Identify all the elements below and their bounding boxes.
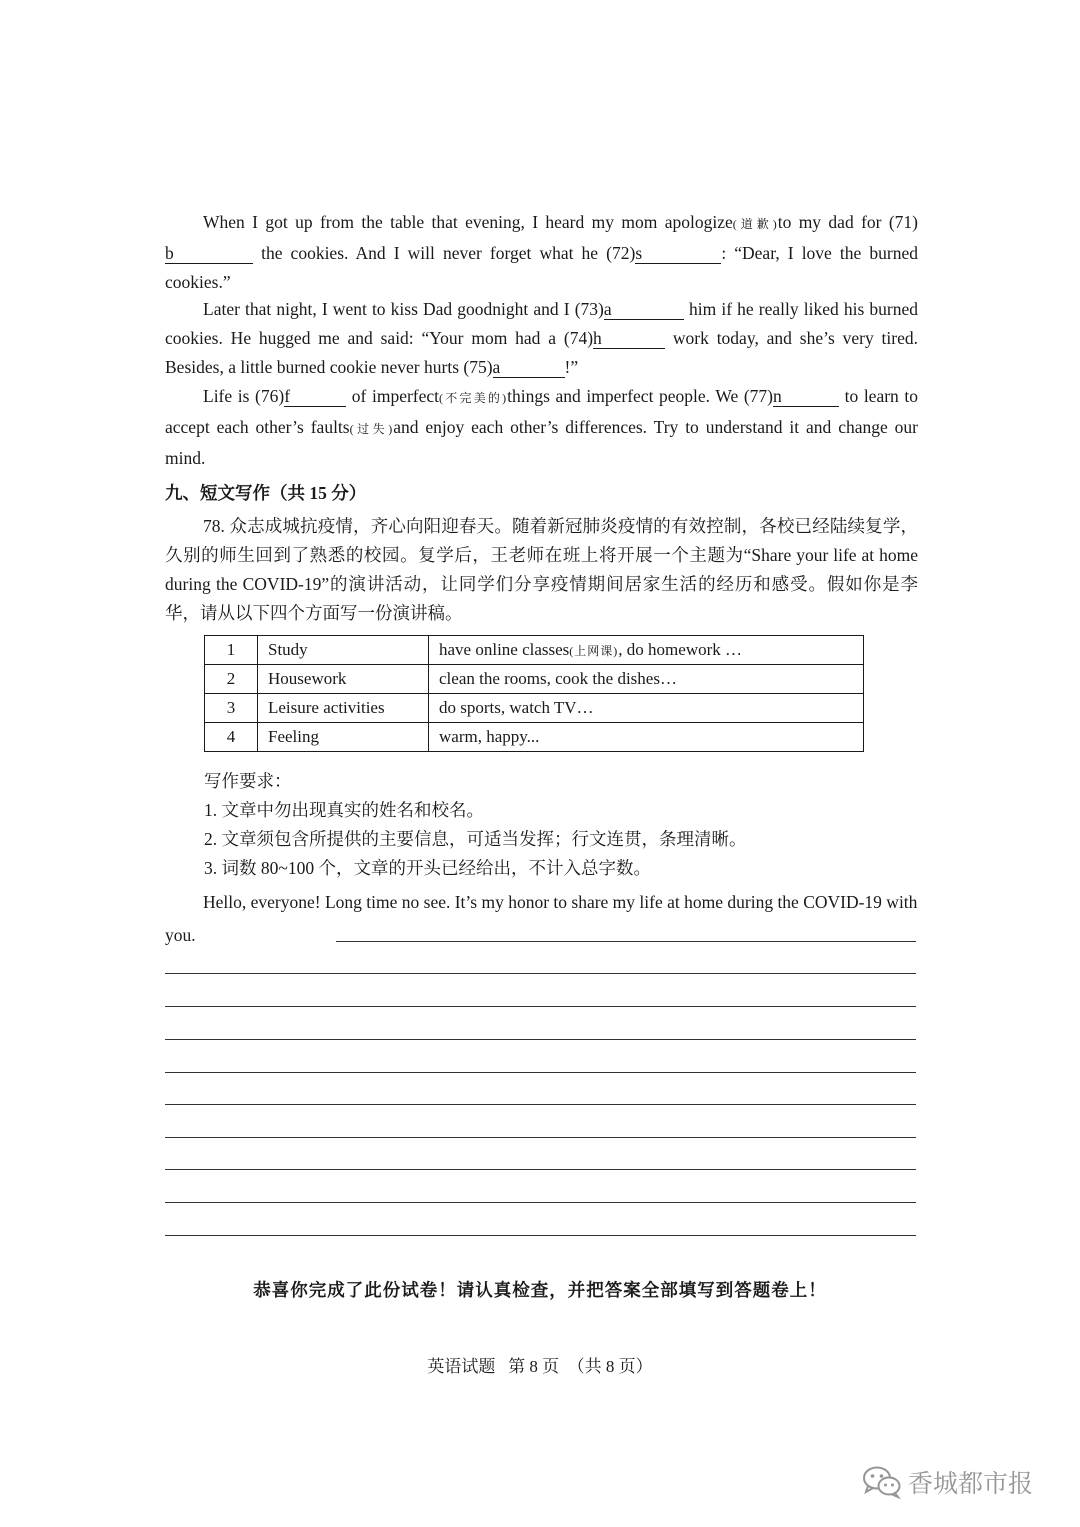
passage-text: to learn to accept each other’s faults	[165, 386, 919, 437]
page-footer: 英语试题 第 8 页 （共 8 页）	[427, 1357, 653, 1376]
answer-line[interactable]	[165, 1235, 916, 1236]
passage-text: Later that night, I went to kiss Dad goodnight and I (73)	[203, 299, 604, 319]
row-number: 1	[205, 636, 258, 665]
row-detail: warm, happy...	[429, 723, 864, 752]
answer-line[interactable]	[165, 1104, 916, 1105]
answer-line[interactable]	[165, 1039, 916, 1040]
watermark-text: 香城都市报	[908, 1469, 1034, 1498]
answer-line[interactable]	[165, 973, 916, 974]
passage-text: When I got up from the table that evening, I heard my mom apologize	[203, 212, 733, 232]
passage-text: things and imperfect people. We (77)	[507, 386, 773, 406]
row-topic: Leisure activities	[258, 694, 429, 723]
answer-line[interactable]	[165, 1202, 916, 1203]
topics-table	[204, 635, 864, 752]
passage-paragraph-1	[165, 208, 918, 297]
blank-71[interactable]: b	[165, 243, 253, 264]
row-topic: Feeling	[258, 723, 429, 752]
passage-text: Life is (76)	[203, 386, 285, 406]
answer-line[interactable]	[165, 1137, 916, 1138]
row-number: 2	[205, 665, 258, 694]
requirement-item: 3. 词数 80~100 个，文章的开头已经给出，不计入总字数。	[204, 858, 651, 878]
row-detail: have online classes(上网课), do homework …	[429, 636, 864, 665]
essay-opening: Hello, everyone! Long time no see. It’s my honor to share my life at home during the COVID-19 with you.	[165, 892, 918, 945]
table-row	[205, 636, 864, 665]
passage-text: of imperfect	[346, 386, 440, 406]
passage-text: work today, and she’s very tired. Besides, a little burned cookie never hurts (75)	[165, 328, 918, 377]
blank-73[interactable]: a	[604, 299, 684, 320]
row-topic: Housework	[258, 665, 429, 694]
passage-text: the cookies. And I will never forget what he (72)	[253, 243, 636, 263]
passage-text: : “Dear, I love the burned cookies.”	[165, 243, 918, 292]
row-detail: do sports, watch TV…	[429, 694, 864, 723]
blank-76[interactable]: f	[284, 386, 346, 407]
blank-77[interactable]: n	[773, 386, 839, 407]
blank-75[interactable]: a	[493, 357, 565, 378]
row-number: 3	[205, 694, 258, 723]
blank-72[interactable]: s	[635, 243, 721, 264]
requirement-item: 2. 文章须包含所提供的主要信息，可适当发挥；行文连贯，条理清晰。	[204, 829, 747, 849]
table-row	[205, 665, 864, 694]
row-detail: clean the rooms, cook the dishes…	[429, 665, 864, 694]
passage-text: to my dad for (71)	[777, 212, 918, 232]
passage-text: !”	[564, 357, 579, 377]
answer-line[interactable]	[336, 941, 916, 942]
answer-line[interactable]	[165, 1169, 916, 1170]
passage-text: and enjoy each other’s differences. Try to understand it and change our mind.	[165, 417, 918, 468]
table-row	[205, 723, 864, 752]
passage-paragraph-2	[165, 295, 918, 382]
section-heading: 九、短文写作（共 15 分）	[165, 483, 367, 503]
writing-prompt: 78. 众志成城抗疫情，齐心向阳迎春天。随着新冠肺炎疫情的有效控制，各校已经陆续复学，久别的师生回到了熟悉的校园。复学后，王老师在班上将开展一个主题为“Share your life at home during the COVID-19”的演讲活动，让同学们分享疫情期间居家生活的经历和感受。假如你是李华，请从以下四个方面写一份演讲稿。	[165, 516, 918, 623]
passage-text: him if he really liked his burned cookies. He hugged me and said: “Your mom had a (74)	[165, 299, 918, 348]
gloss-note: (道歉)	[732, 217, 778, 231]
watermark	[862, 1462, 1033, 1502]
table-row	[205, 694, 864, 723]
row-number: 4	[205, 723, 258, 752]
blank-74[interactable]: h	[593, 328, 665, 349]
passage-paragraph-3	[165, 382, 918, 473]
answer-line[interactable]	[165, 1072, 916, 1073]
gloss-note: (过失)	[349, 422, 394, 436]
row-topic: Study	[258, 636, 429, 665]
wechat-icon	[862, 1465, 902, 1499]
gloss-note: (不完美的)	[439, 391, 508, 405]
answer-line[interactable]	[165, 1006, 916, 1007]
requirements-title: 写作要求：	[204, 771, 292, 791]
gloss-note: (上网课)	[569, 644, 619, 658]
requirement-item: 1. 文章中勿出现真实的姓名和校名。	[204, 800, 484, 820]
closing-message: 恭喜你完成了此份试卷！请认真检查，并把答案全部填写到答题卷上！	[253, 1280, 827, 1300]
